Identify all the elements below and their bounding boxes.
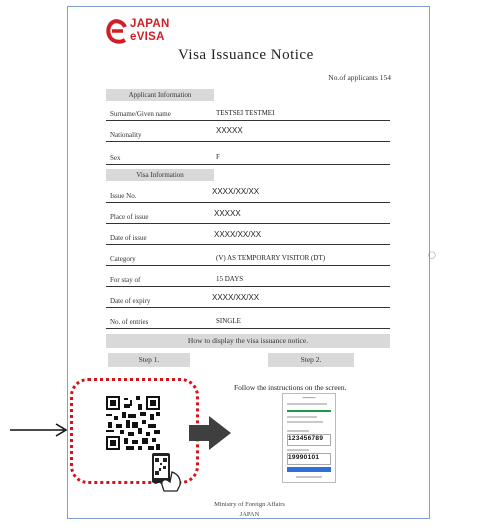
row-label: No. of entries <box>110 318 149 326</box>
margin-mark: ◯ <box>428 252 436 259</box>
howto-heading: How to display the visa issuance notice. <box>106 334 390 348</box>
row-date-of-issue <box>106 229 390 245</box>
row-nationality <box>106 126 390 142</box>
notice-title: Visa Issuance Notice <box>178 47 314 63</box>
row-value: (V) AS TEMPORARY VISITOR (DT) <box>216 254 326 262</box>
row-value: XXXX/XX/XX <box>212 187 260 196</box>
row-value: F <box>216 153 220 161</box>
right-arrow-icon <box>189 416 231 450</box>
row-label: Nationality <box>110 131 142 139</box>
row-value: XXXXX <box>214 209 241 218</box>
footer-line-2: JAPAN <box>239 511 260 518</box>
phone-screen-header: ━━━━━━ <box>302 396 316 400</box>
row-label: Sex <box>110 154 121 162</box>
applicant-information-heading: Applicant Information <box>106 89 214 101</box>
phone-text-line <box>287 430 309 432</box>
row-label: Date of issue <box>110 234 147 242</box>
phone-number-2: 19990101 <box>288 454 320 461</box>
phone-number-1: 123456789 <box>288 435 324 442</box>
qr-code-icon <box>106 396 160 450</box>
footer-ministry <box>68 500 431 520</box>
row-label: Date of expiry <box>110 297 151 305</box>
row-category <box>106 250 390 266</box>
row-date-of-expiry <box>106 292 390 308</box>
row-value: XXXX/XX/XX <box>214 230 262 239</box>
phone-progress-line <box>287 410 331 412</box>
phone-text-line <box>287 449 309 451</box>
phone-text-line <box>287 416 317 418</box>
row-label: Place of issue <box>110 213 149 221</box>
footer-line-1: Ministry of Foreign Affairs <box>214 501 285 508</box>
step2-label: Step 2. <box>268 353 354 367</box>
row-issue-no <box>106 187 390 203</box>
row-stay <box>106 271 390 287</box>
instruction-text: Follow the instructions on the screen. <box>234 383 347 392</box>
phone-screenshot <box>282 393 336 483</box>
phone-scan-icon <box>150 452 184 492</box>
phone-submit-button <box>287 467 331 472</box>
row-sex <box>106 149 390 165</box>
pointer-arrow-icon <box>10 423 68 437</box>
row-surname <box>106 105 390 121</box>
logo-line-1: JAPAN <box>130 18 170 30</box>
visa-information-heading: Visa Information <box>106 169 214 181</box>
evisa-logo-icon <box>106 19 130 45</box>
logo-text <box>130 18 170 44</box>
phone-text-line <box>296 476 322 478</box>
row-value: XXXXX <box>216 126 243 135</box>
step1-label: Step 1. <box>108 353 190 367</box>
row-label: Surname/Given name <box>110 110 171 118</box>
row-value: SINGLE <box>216 317 241 325</box>
row-value: XXXX/XX/XX <box>212 293 260 302</box>
row-entries <box>106 313 390 329</box>
row-label: For stay of <box>110 276 141 284</box>
row-place-of-issue <box>106 208 390 224</box>
logo-line-2: eVISA <box>130 31 165 43</box>
applicant-count: No.of applicants 154 <box>328 73 391 82</box>
phone-text-line <box>287 403 327 405</box>
row-value: TESTSEI TESTMEI <box>216 109 275 117</box>
row-label: Category <box>110 255 136 263</box>
phone-text-line <box>287 421 323 423</box>
row-label: Issue No. <box>110 192 137 200</box>
row-value: 15 DAYS <box>216 275 244 283</box>
